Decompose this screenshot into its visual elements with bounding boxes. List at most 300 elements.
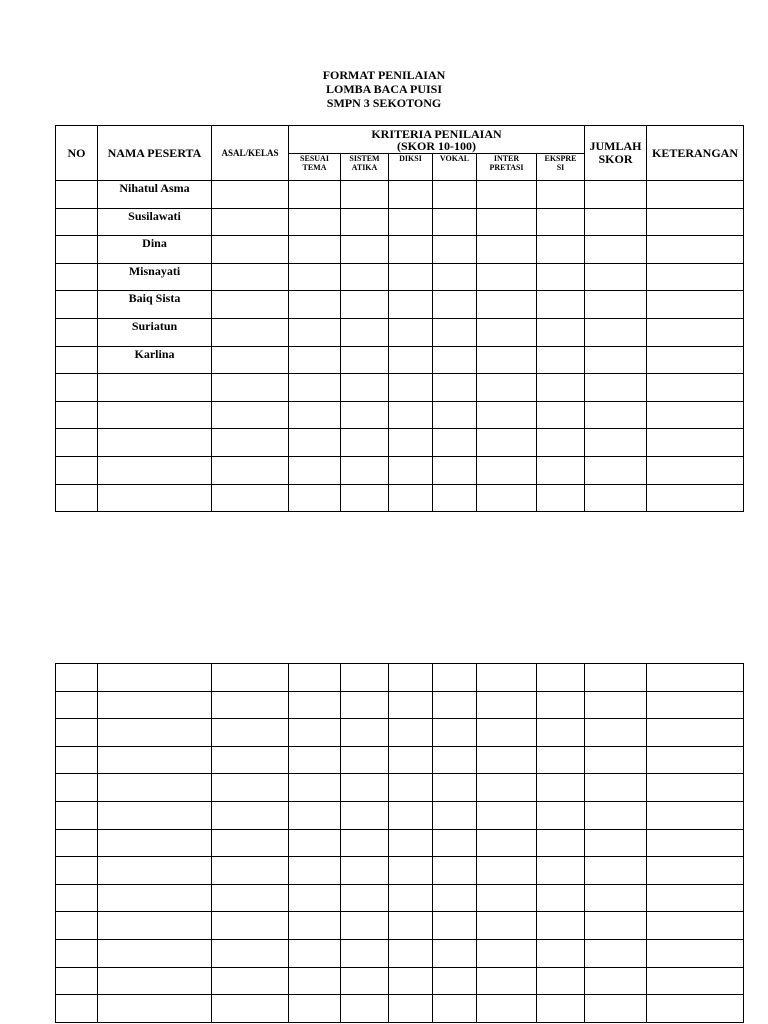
header-subcriteria (433, 154, 477, 181)
table-cell (341, 374, 389, 402)
table-cell (341, 912, 389, 940)
table-row (56, 801, 744, 829)
table-cell (585, 719, 647, 747)
table-cell (56, 939, 98, 967)
table-cell (537, 774, 585, 802)
table-cell (341, 801, 389, 829)
table-cell (585, 346, 647, 374)
table-cell (477, 236, 537, 264)
table-cell (585, 291, 647, 319)
subcriteria-line2: ATIKA (351, 163, 378, 172)
table-cell (341, 429, 389, 457)
table-cell (341, 719, 389, 747)
table-cell (289, 208, 341, 236)
table-cell (647, 857, 744, 885)
title-line-2: LOMBA BACA PUISI (325, 82, 443, 96)
table-cell (647, 456, 744, 484)
table-cell (56, 967, 98, 995)
table-cell (56, 664, 98, 692)
table-cell (212, 967, 289, 995)
table-cell (647, 484, 744, 512)
table-cell (212, 774, 289, 802)
table-cell (477, 374, 537, 402)
table-cell (212, 857, 289, 885)
table-cell (389, 374, 433, 402)
table-cell (537, 995, 585, 1023)
table-cell (289, 912, 341, 940)
table-cell (585, 967, 647, 995)
table-row (56, 939, 744, 967)
table-cell (537, 691, 585, 719)
table-cell (212, 401, 289, 429)
table-cell (289, 429, 341, 457)
table-cell (477, 801, 537, 829)
table-cell (341, 401, 389, 429)
table-cell (477, 664, 537, 692)
table-cell (341, 967, 389, 995)
table-cell (56, 719, 98, 747)
participant-name (98, 429, 212, 457)
table-cell (389, 291, 433, 319)
table-cell (341, 181, 389, 209)
table-cell (477, 263, 537, 291)
table-cell (341, 691, 389, 719)
table-row (56, 484, 744, 512)
table-cell (477, 691, 537, 719)
table-cell (212, 291, 289, 319)
table-cell (289, 995, 341, 1023)
participant-name (98, 939, 212, 967)
table-row (56, 774, 744, 802)
table-cell (585, 374, 647, 402)
table-cell (56, 401, 98, 429)
table-cell (433, 456, 477, 484)
table-cell (289, 691, 341, 719)
table-cell (212, 884, 289, 912)
table-cell (341, 939, 389, 967)
table-cell (212, 995, 289, 1023)
table-cell (289, 181, 341, 209)
table-cell (389, 691, 433, 719)
table-cell (585, 774, 647, 802)
participant-name (98, 967, 212, 995)
subcriteria-line2: TEMA (302, 163, 327, 172)
participant-name (98, 884, 212, 912)
table-cell (389, 484, 433, 512)
table-row (56, 401, 744, 429)
table-row (56, 857, 744, 885)
table-cell (389, 829, 433, 857)
header-no: NO (56, 126, 98, 181)
table-cell (289, 346, 341, 374)
table-cell (477, 456, 537, 484)
header-kriteria-scale: (SKOR 10-100) (397, 138, 476, 153)
table-cell (56, 857, 98, 885)
table-cell (341, 746, 389, 774)
table-cell (537, 857, 585, 885)
table-cell (647, 374, 744, 402)
table-cell (341, 484, 389, 512)
table-cell (647, 208, 744, 236)
table-cell (477, 774, 537, 802)
table-row (56, 884, 744, 912)
table-cell (433, 208, 477, 236)
table-cell (537, 374, 585, 402)
table-cell (585, 484, 647, 512)
table-cell (647, 664, 744, 692)
table-row (56, 967, 744, 995)
table-cell (389, 801, 433, 829)
table-cell (433, 401, 477, 429)
table-cell (56, 291, 98, 319)
table-cell (341, 857, 389, 885)
table-cell (585, 263, 647, 291)
table-cell (212, 456, 289, 484)
table-cell (477, 181, 537, 209)
table-cell (585, 691, 647, 719)
table-cell (585, 912, 647, 940)
table-cell (289, 401, 341, 429)
table-cell (537, 208, 585, 236)
table-row (56, 691, 744, 719)
table-cell (289, 664, 341, 692)
table-cell (647, 801, 744, 829)
table-cell (537, 884, 585, 912)
table-row (56, 429, 744, 457)
table-cell (56, 995, 98, 1023)
table-cell (433, 374, 477, 402)
table-cell (585, 939, 647, 967)
participant-name (98, 857, 212, 885)
table-cell (537, 401, 585, 429)
table-cell (647, 401, 744, 429)
table-cell (433, 236, 477, 264)
table-cell (212, 374, 289, 402)
table-cell (389, 401, 433, 429)
table-cell (585, 829, 647, 857)
table-cell (341, 346, 389, 374)
table-cell (477, 291, 537, 319)
table-cell (477, 829, 537, 857)
header-subcriteria (537, 154, 585, 181)
table-cell (537, 346, 585, 374)
table-cell (341, 456, 389, 484)
table-cell (477, 346, 537, 374)
table-cell (537, 746, 585, 774)
table-cell (289, 236, 341, 264)
table-cell (212, 208, 289, 236)
table-cell (537, 664, 585, 692)
subcriteria-line1: SISTEM (349, 154, 380, 163)
table-cell (389, 774, 433, 802)
blank-assessment-table (55, 663, 744, 1023)
table-cell (537, 263, 585, 291)
table-cell (477, 857, 537, 885)
participant-name (98, 664, 212, 692)
table-cell (433, 857, 477, 885)
table-cell (585, 995, 647, 1023)
header-subcriteria (289, 154, 341, 181)
table-cell (212, 263, 289, 291)
participant-name (98, 746, 212, 774)
table-cell (433, 346, 477, 374)
table-cell (389, 967, 433, 995)
table-cell (537, 456, 585, 484)
table-cell (647, 291, 744, 319)
participant-name: Susilawati (98, 208, 212, 236)
table-cell (433, 291, 477, 319)
table-cell (289, 291, 341, 319)
table-cell (212, 181, 289, 209)
table-cell (647, 263, 744, 291)
table-row (56, 829, 744, 857)
table-row (56, 456, 744, 484)
table-cell (585, 318, 647, 346)
table-cell (56, 801, 98, 829)
table-cell (289, 774, 341, 802)
table-cell (537, 318, 585, 346)
table-cell (477, 746, 537, 774)
table-cell (647, 995, 744, 1023)
subcriteria-line1: DIKSI (399, 154, 422, 163)
table-cell (56, 318, 98, 346)
table-cell (56, 263, 98, 291)
table-cell (389, 429, 433, 457)
table-cell (212, 664, 289, 692)
table-cell (537, 829, 585, 857)
table-cell (433, 664, 477, 692)
table-cell (212, 801, 289, 829)
subcriteria-line1: INTER (493, 154, 520, 163)
table-cell (433, 939, 477, 967)
assessment-table (55, 125, 744, 512)
table-cell (537, 912, 585, 940)
table-cell (477, 995, 537, 1023)
table-cell (389, 719, 433, 747)
table-cell (341, 664, 389, 692)
table-cell (289, 939, 341, 967)
participant-name (98, 484, 212, 512)
participant-name: Misnayati (98, 263, 212, 291)
table-cell (289, 374, 341, 402)
table-cell (433, 967, 477, 995)
table-cell (585, 746, 647, 774)
table-cell (389, 664, 433, 692)
header-nama-peserta: NAMA PESERTA (98, 126, 212, 181)
table-cell (212, 346, 289, 374)
table-cell (389, 208, 433, 236)
table-cell (56, 236, 98, 264)
header-subcriteria (477, 154, 537, 181)
table-cell (585, 664, 647, 692)
table-cell (433, 429, 477, 457)
table-cell (647, 691, 744, 719)
subcriteria-line1: VOKAL (439, 154, 470, 163)
participant-name: Karlina (98, 346, 212, 374)
table-row (56, 912, 744, 940)
table-cell (647, 912, 744, 940)
table-cell (585, 208, 647, 236)
table-cell (212, 484, 289, 512)
table-cell (289, 746, 341, 774)
table-cell (341, 208, 389, 236)
table-cell (341, 263, 389, 291)
table-cell (212, 236, 289, 264)
table-cell (537, 719, 585, 747)
table-cell (289, 318, 341, 346)
table-cell (477, 401, 537, 429)
table-cell (585, 801, 647, 829)
table-cell (212, 746, 289, 774)
table-cell (433, 774, 477, 802)
table-cell (585, 401, 647, 429)
table-cell (537, 181, 585, 209)
table-row (56, 291, 744, 319)
table-cell (389, 884, 433, 912)
table-cell (433, 719, 477, 747)
table-cell (341, 318, 389, 346)
table-cell (212, 939, 289, 967)
table-cell (56, 829, 98, 857)
table-cell (56, 374, 98, 402)
table-cell (56, 181, 98, 209)
header-subcriteria (341, 154, 389, 181)
table-cell (537, 291, 585, 319)
table-cell (647, 829, 744, 857)
table-cell (389, 857, 433, 885)
table-cell (289, 484, 341, 512)
table-cell (647, 967, 744, 995)
table-cell (647, 181, 744, 209)
table-cell (433, 746, 477, 774)
table-cell (56, 429, 98, 457)
table-row (56, 236, 744, 264)
table-cell (433, 995, 477, 1023)
participant-name (98, 912, 212, 940)
table-cell (585, 181, 647, 209)
participant-name: Suriatun (98, 318, 212, 346)
table-cell (433, 263, 477, 291)
table-cell (289, 719, 341, 747)
participant-name (98, 691, 212, 719)
subcriteria-line2: SI (556, 163, 565, 172)
table-cell (289, 801, 341, 829)
table-cell (537, 801, 585, 829)
table-cell (647, 746, 744, 774)
table-cell (585, 236, 647, 264)
title-line-1: FORMAT PENILAIAN (322, 68, 446, 82)
table-cell (389, 318, 433, 346)
participant-name (98, 374, 212, 402)
participant-name: Baiq Sista (98, 291, 212, 319)
participant-name: Dina (98, 236, 212, 264)
table-cell (537, 429, 585, 457)
table-cell (212, 691, 289, 719)
table-row (56, 346, 744, 374)
table-cell (56, 484, 98, 512)
table-cell (212, 719, 289, 747)
table-row (56, 719, 744, 747)
table-cell (433, 181, 477, 209)
table-cell (537, 236, 585, 264)
table-row (56, 181, 744, 209)
table-cell (433, 484, 477, 512)
participant-name (98, 801, 212, 829)
table-cell (56, 208, 98, 236)
table-row (56, 208, 744, 236)
table-cell (56, 912, 98, 940)
table-cell (647, 318, 744, 346)
participant-name (98, 401, 212, 429)
table-row (56, 374, 744, 402)
subcriteria-line1: SESUAI (300, 154, 329, 163)
table-cell (389, 939, 433, 967)
table-cell (585, 429, 647, 457)
table-cell (341, 236, 389, 264)
participant-name (98, 774, 212, 802)
table-cell (341, 291, 389, 319)
table-row (56, 263, 744, 291)
table-cell (389, 912, 433, 940)
table-cell (389, 263, 433, 291)
table-cell (212, 318, 289, 346)
table-cell (433, 318, 477, 346)
table-cell (389, 346, 433, 374)
subcriteria-line2: PRETASI (489, 163, 524, 172)
header-keterangan: KETERANGAN (647, 126, 744, 181)
table-cell (433, 829, 477, 857)
table-cell (477, 318, 537, 346)
table-cell (341, 774, 389, 802)
table-cell (56, 884, 98, 912)
table-cell (56, 346, 98, 374)
table-cell (389, 746, 433, 774)
table-cell (212, 829, 289, 857)
subcriteria-line1: EKSPRE (544, 154, 577, 163)
table-cell (585, 857, 647, 885)
table-cell (537, 939, 585, 967)
title-line-3: SMPN 3 SEKOTONG (326, 96, 442, 110)
table-cell (289, 857, 341, 885)
table-cell (647, 236, 744, 264)
table-row (56, 664, 744, 692)
table-cell (389, 181, 433, 209)
header-subcriteria (389, 154, 433, 181)
table-cell (56, 774, 98, 802)
table-row (56, 318, 744, 346)
participant-name (98, 995, 212, 1023)
header-jumlah-skor (585, 126, 647, 181)
table-cell (341, 995, 389, 1023)
document-title (0, 68, 768, 110)
participant-name (98, 719, 212, 747)
table-cell (647, 884, 744, 912)
table-row (56, 995, 744, 1023)
table-cell (56, 746, 98, 774)
table-cell (477, 484, 537, 512)
table-cell (585, 884, 647, 912)
table-cell (433, 912, 477, 940)
table-cell (389, 456, 433, 484)
table-row (56, 746, 744, 774)
table-cell (433, 884, 477, 912)
table-cell (289, 829, 341, 857)
table-cell (289, 263, 341, 291)
table-cell (289, 884, 341, 912)
header-kriteria-title: KRITERIA PENILAIAN (371, 126, 502, 141)
table-cell (537, 484, 585, 512)
participant-name (98, 456, 212, 484)
